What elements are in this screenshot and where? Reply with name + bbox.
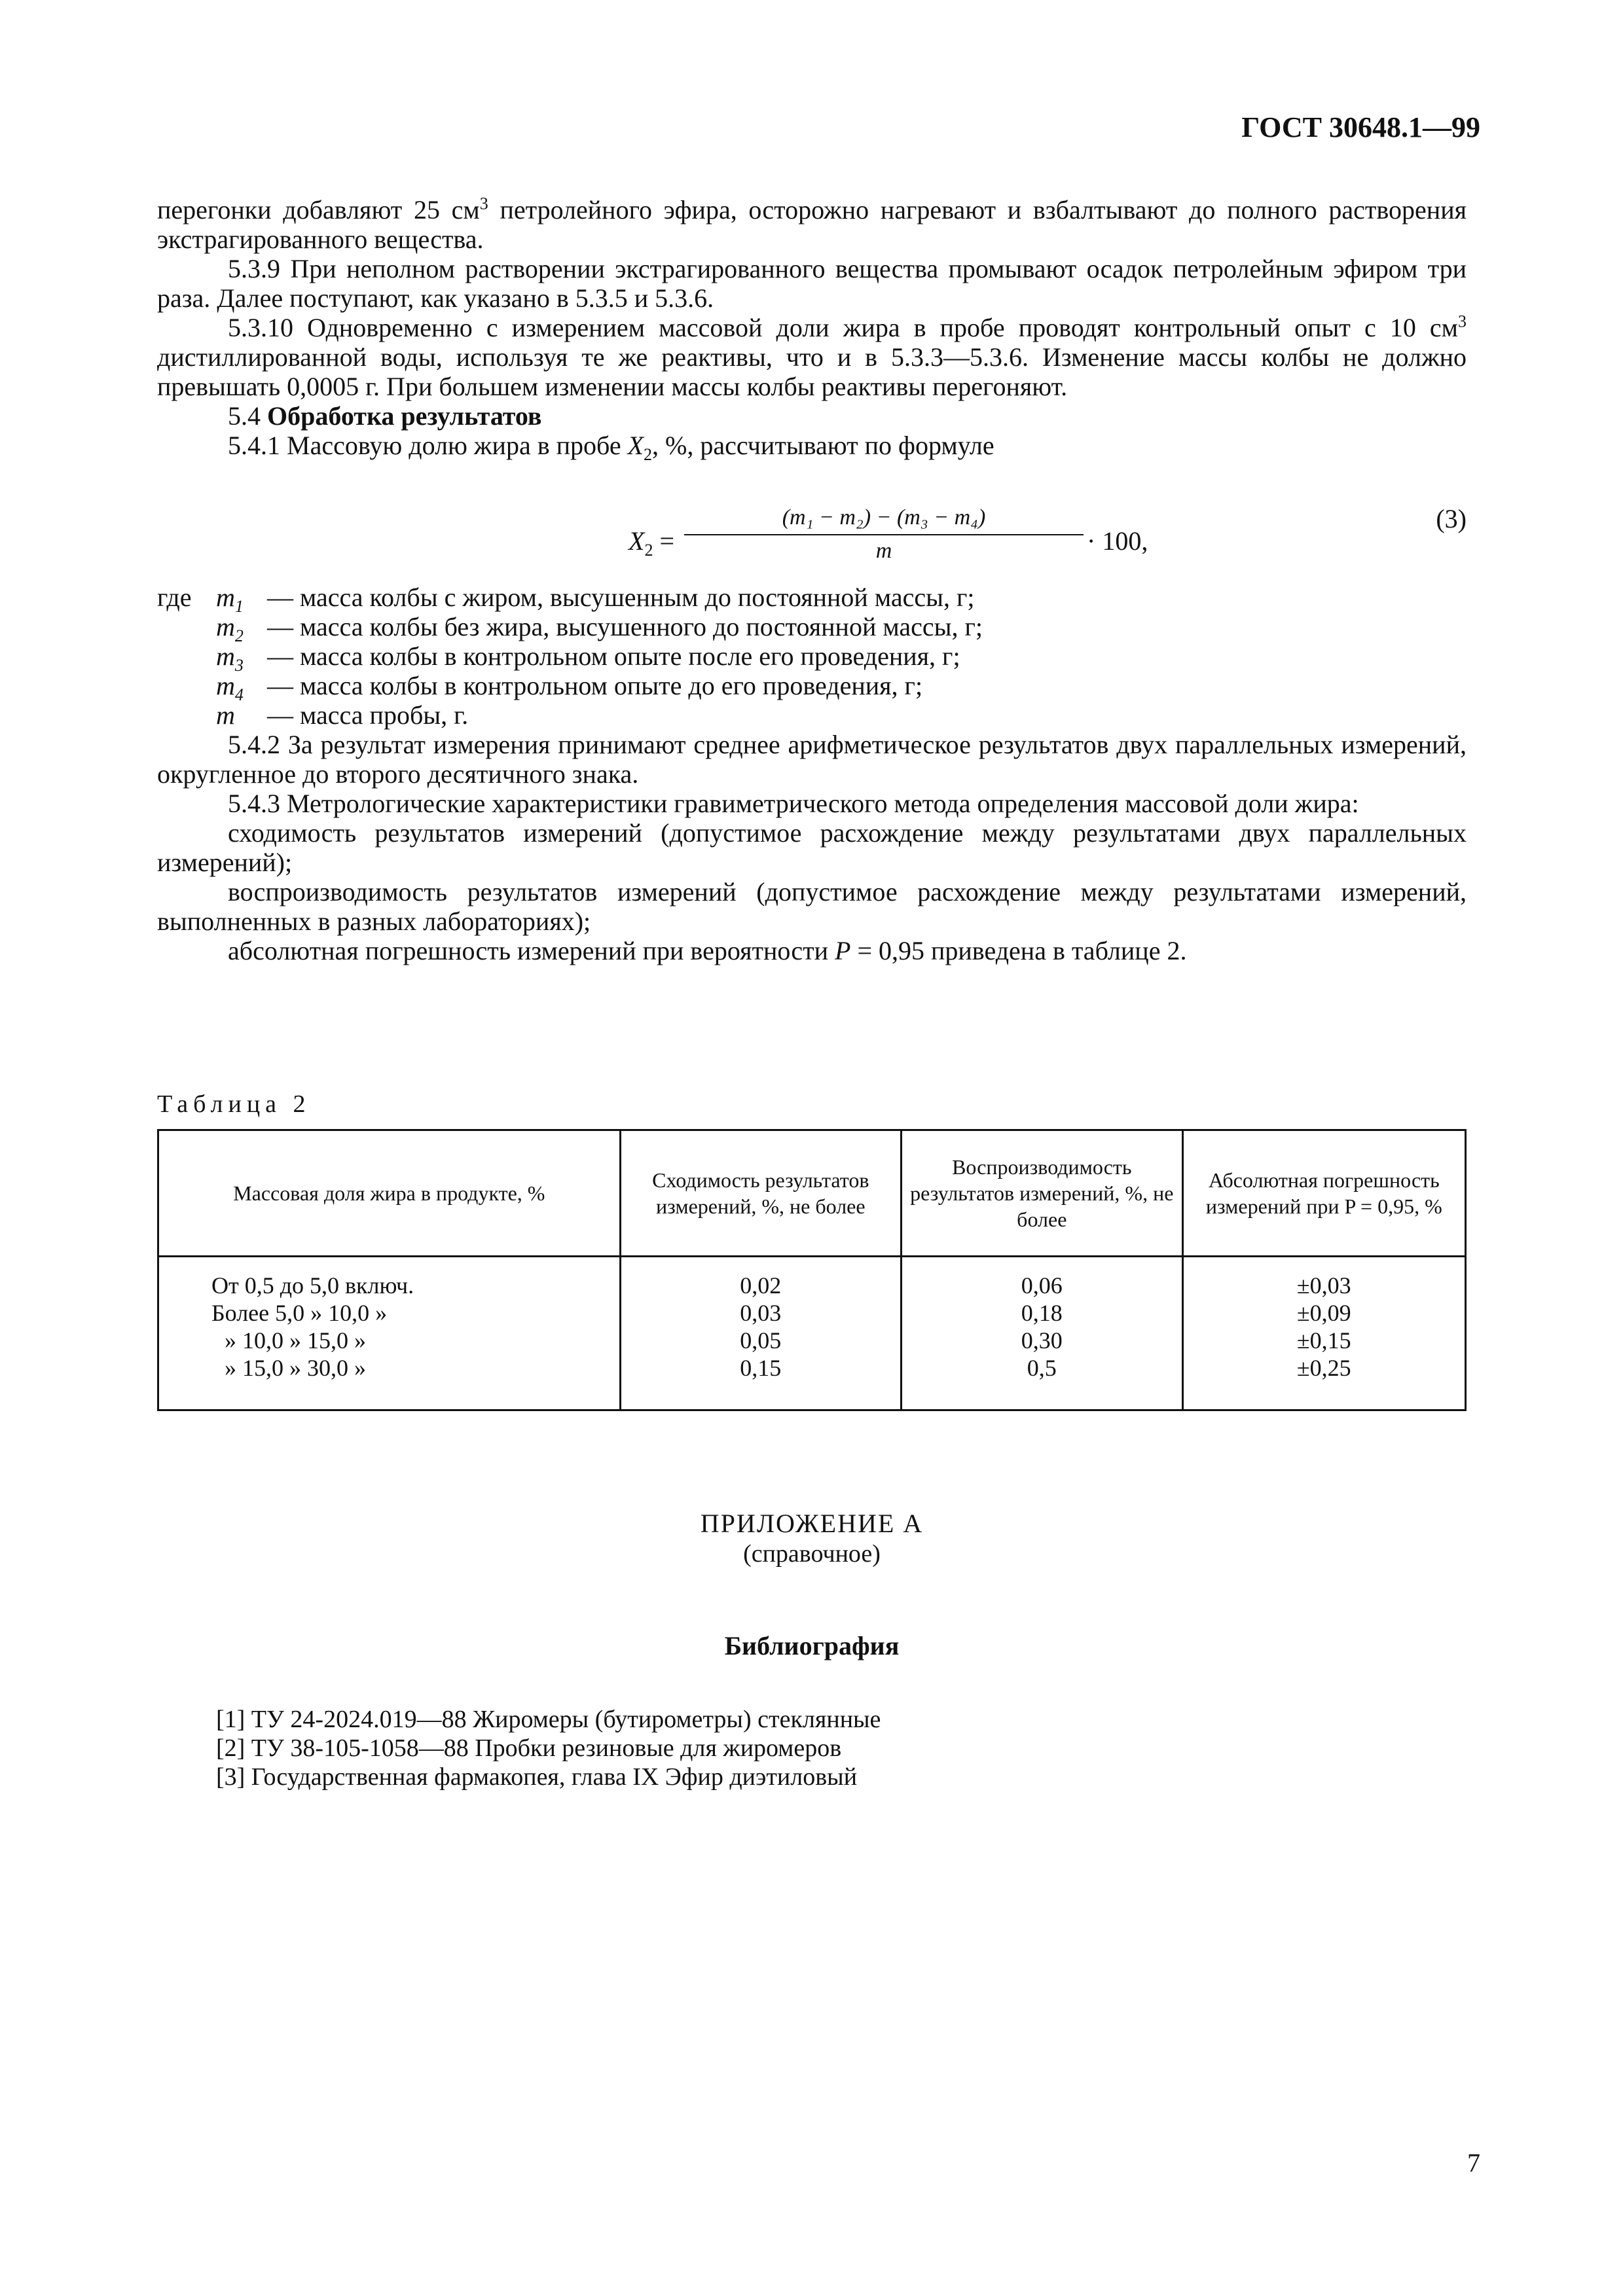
column-header: Воспроизводимость результатов измерений, %, не более	[901, 1130, 1182, 1257]
appendix-subtitle: (справочное)	[743, 1540, 881, 1568]
paragraph-5-4-3: 5.4.3 Метрологические характеристики гравиметрического метода определения массовой доли жира:	[228, 789, 1359, 818]
legend-row: $m_3$ — масса колбы в контрольном опыте после его проведения, г;	[216, 641, 960, 675]
column-header: Сходимость результатов измерений, %, не более	[620, 1130, 901, 1257]
table-2	[157, 1129, 1467, 1411]
formula-multiplier: · 100,	[1087, 526, 1148, 556]
bullet-reproducibility: воспроизводимость результатов измерений (допустимое расхождение между результатами измерений, выполненных в разных лабораториях);	[157, 877, 1467, 936]
paragraph-5-4-1: 5.4.1 Массовую долю жира в пробе $X_2$, %, рассчитывают по формуле	[228, 431, 994, 464]
appendix-title: ПРИЛОЖЕНИЕ А	[700, 1509, 924, 1538]
formula-lhs: $X_2$ =	[629, 526, 674, 560]
list-item: [2] ТУ 38-105-1058—88 Пробки резиновые для жиромеров	[216, 1734, 842, 1762]
legend-row: $m_4$ — масса колбы в контрольном опыте до его проведения, г;	[216, 671, 923, 704]
table-cell-repeatability: 0,02 0,03 0,05 0,15	[620, 1257, 901, 1410]
paragraph-5-3-9: 5.3.9 При неполном растворении экстрагированного вещества промывают осадок петролейным эфиром три раза. Далее поступают, как указано в 5.3.5 и 5.3.6.	[157, 254, 1467, 313]
bibliography-list	[216, 1705, 881, 1791]
column-header: Массовая доля жира в продукте, %	[158, 1130, 621, 1257]
formula-denominator: m	[875, 539, 892, 563]
formula-fraction	[684, 504, 1084, 564]
table-row	[158, 1257, 1466, 1410]
section-5-4-heading: 5.4 Обработка результатов	[228, 401, 542, 431]
table-cell-fat-range: От 0,5 до 5,0 включ. Более 5,0 » 10,0 » » 10,0 » 15,0 » » 15,0 » 30,0 »	[158, 1257, 621, 1410]
paragraph-5-3-10: 5.3.10 Одновременно с измерением массовой доли жира в пробе проводят контрольный опыт с 10 $см^3$ дистиллированной воды, используя те же реактивы, что и в 5.3.3—5.3.6. Изменение массы колбы не должно превышать 0,0005 г. При большем изменении массы колбы реактивы перегоняют.	[157, 312, 1467, 401]
column-header: Абсолютная погрешность измерений при P = 0,95, %	[1182, 1130, 1465, 1257]
table-caption: Таблица 2	[157, 1090, 311, 1118]
formula-numerator: (m₁ − m₂) − (m₃ − m₄)	[782, 505, 986, 529]
bullet-repeatability: сходимость результатов измерений (допустимое расхождение между результатами двух параллельных измерений);	[157, 818, 1467, 877]
body-text-bottom	[157, 730, 1467, 965]
list-item: [3] Государственная фармакопея, глава IX Эфир диэтиловый	[216, 1763, 858, 1791]
bullet-absolute-error: абсолютная погрешность измерений при вероятности P = 0,95 приведена в таблице 2.	[228, 936, 1187, 965]
table-cell-absolute-error: ±0,03 ±0,09 ±0,15 ±0,25	[1182, 1257, 1465, 1410]
formula-legend	[157, 583, 1467, 730]
body-text-top	[157, 194, 1467, 464]
paragraph-5-4-2: 5.4.2 За результат измерения принимают среднее арифметическое результатов двух параллельных измерений, округленное до второго десятичного знака.	[157, 730, 1467, 789]
formula-number: (3)	[1436, 504, 1467, 533]
paragraph-continuation: перегонки добавляют 25 $см^3$ петролейного эфира, осторожно нагревают и взбалтывают до полного растворения экстрагированного вещества.	[157, 194, 1467, 254]
page-number: 7	[1467, 2148, 1480, 2178]
bibliography-title: Библиография	[724, 1631, 900, 1660]
formula-3	[157, 504, 1467, 583]
list-item: [1] ТУ 24-2024.019—88 Жиромеры (бутирометры) стеклянные	[216, 1706, 881, 1733]
legend-row: где $m_1$ — масса колбы с жиром, высушенным до постоянной массы, г;	[157, 583, 975, 616]
standard-code: ГОСТ 30648.1—99	[1241, 111, 1480, 143]
table-header-row	[158, 1130, 1466, 1257]
fraction-bar	[684, 534, 1084, 535]
table-cell-reproducibility: 0,06 0,18 0,30 0,5	[901, 1257, 1182, 1410]
legend-row: $m_2$ — масса колбы без жира, высушенного до постоянной массы, г;	[216, 612, 983, 645]
legend-row: m — масса пробы, г.	[216, 700, 469, 730]
